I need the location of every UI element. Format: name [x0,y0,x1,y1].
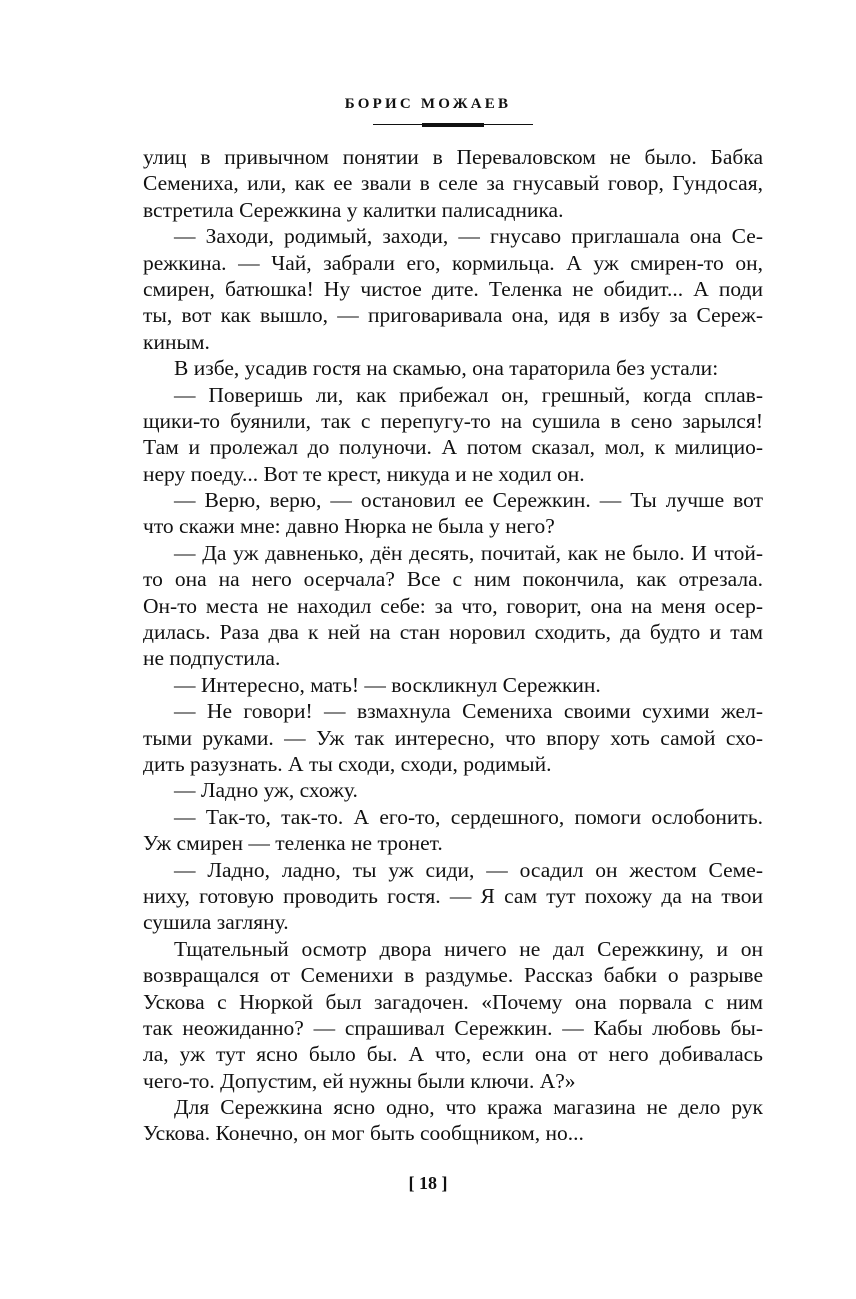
text-line: киным. [143,329,210,354]
text-line: улиц в привычном понятии в Переваловском не было. Бабка [143,145,763,169]
text-line: то она на него осерчала? Все с ним покончила, как отрезала. [143,567,763,592]
text-line: — Заходи, родимый, заходи, — гнусаво приглашала она Се- [174,224,763,249]
text-line: — Поверишь ли, как прибежал он, грешный, когда сплав- [174,382,763,407]
text-line: ты, вот как вышло, — приговаривала она, идя в избу за Сереж- [143,303,763,328]
text-line: дилась. Раза два к ней на стан норовил сходить, да будто и там [143,620,763,645]
text-line: смирен, батюшка! Ну чистое дите. Теленка не обидит... А поди [143,276,763,301]
text-line: — Интересно, мать! — воскликнул Сережкин. [174,672,601,697]
text-line: неру поеду... Вот те крест, никуда и не ходил он. [143,461,585,486]
text-line: так неожиданно? — спрашивал Сережкин. — Кабы любовь бы- [143,1015,763,1040]
text-line: Ускова с Нюркой был загадочен. «Почему она порвала с ним [143,989,763,1014]
text-line: дить разузнать. А ты сходи, сходи, родимый. [143,751,552,776]
text-line: тыми руками. — Уж так интересно, что впору хоть самой схо- [143,725,763,750]
text-line: ла, уж тут ясно было бы. А что, если она от него добивалась [143,1042,763,1067]
text-line: — Верю, верю, — остановил ее Сережкин. — Ты лучше вот [174,488,763,513]
body-text [143,144,763,1147]
text-line: — Ладно уж, схожу. [174,778,358,803]
text-line: режкина. — Чай, забрали его, кормильца. А уж смирен-то он, [143,250,763,275]
page-number: [ 18 ] [408,1173,448,1193]
text-line: — Да уж давненько, дён десять, почитай, как не было. И чтой- [174,540,763,565]
text-line: Уж смирен — теленка не тронет. [143,831,443,856]
text-line: Ускова. Конечно, он мог быть сообщником, но... [143,1121,584,1146]
text-line: В избе, усадив гостя на скамью, она тараторила без устали: [174,356,719,381]
text-line: что скажи мне: давно Нюрка не была у него? [143,514,555,539]
running-head-title: БОРИС МОЖАЕВ [344,96,512,112]
text-line: щики-то буянили, так с перепугу-то на сушила в сено зарылся! [143,408,763,433]
header-rule-accent [422,123,484,127]
text-line: возвращался от Семенихи в раздумье. Рассказ бабки о разрыве [143,963,763,988]
text-line: чего-то. Допустим, ей нужны были ключи. А?» [143,1068,576,1093]
text-line: — Так-то, так-то. А его-то, сердешного, помоги ослобонить. [174,804,763,829]
text-line: Там и пролежал до полуночи. А потом сказал, мол, к милицио- [143,435,763,460]
text-line: — Ладно, ладно, ты уж сиди, — осадил он жестом Семе- [174,857,763,882]
text-line: Тщательный осмотр двора ничего не дал Сережкину, и он [174,936,763,961]
text-line: сушила загляну. [143,910,289,935]
text-line: Он-то места не находил себе: за что, говорит, она на меня осер- [143,593,763,618]
text-line: — Не говори! — взмахнула Семениха своими сухими жел- [174,699,763,724]
text-line: не подпустила. [143,646,281,671]
text-line: Для Сережкина ясно одно, что кража магазина не дело рук [174,1095,763,1120]
text-line: Семениха, или, как ее звали в селе за гнусавый говор, Гундосая, [143,171,763,196]
text-line: встретила Сережкина у калитки палисадника. [143,197,564,222]
text-line: ниху, готовую проводить гостя. — Я сам тут похожу да на твои [143,883,763,908]
